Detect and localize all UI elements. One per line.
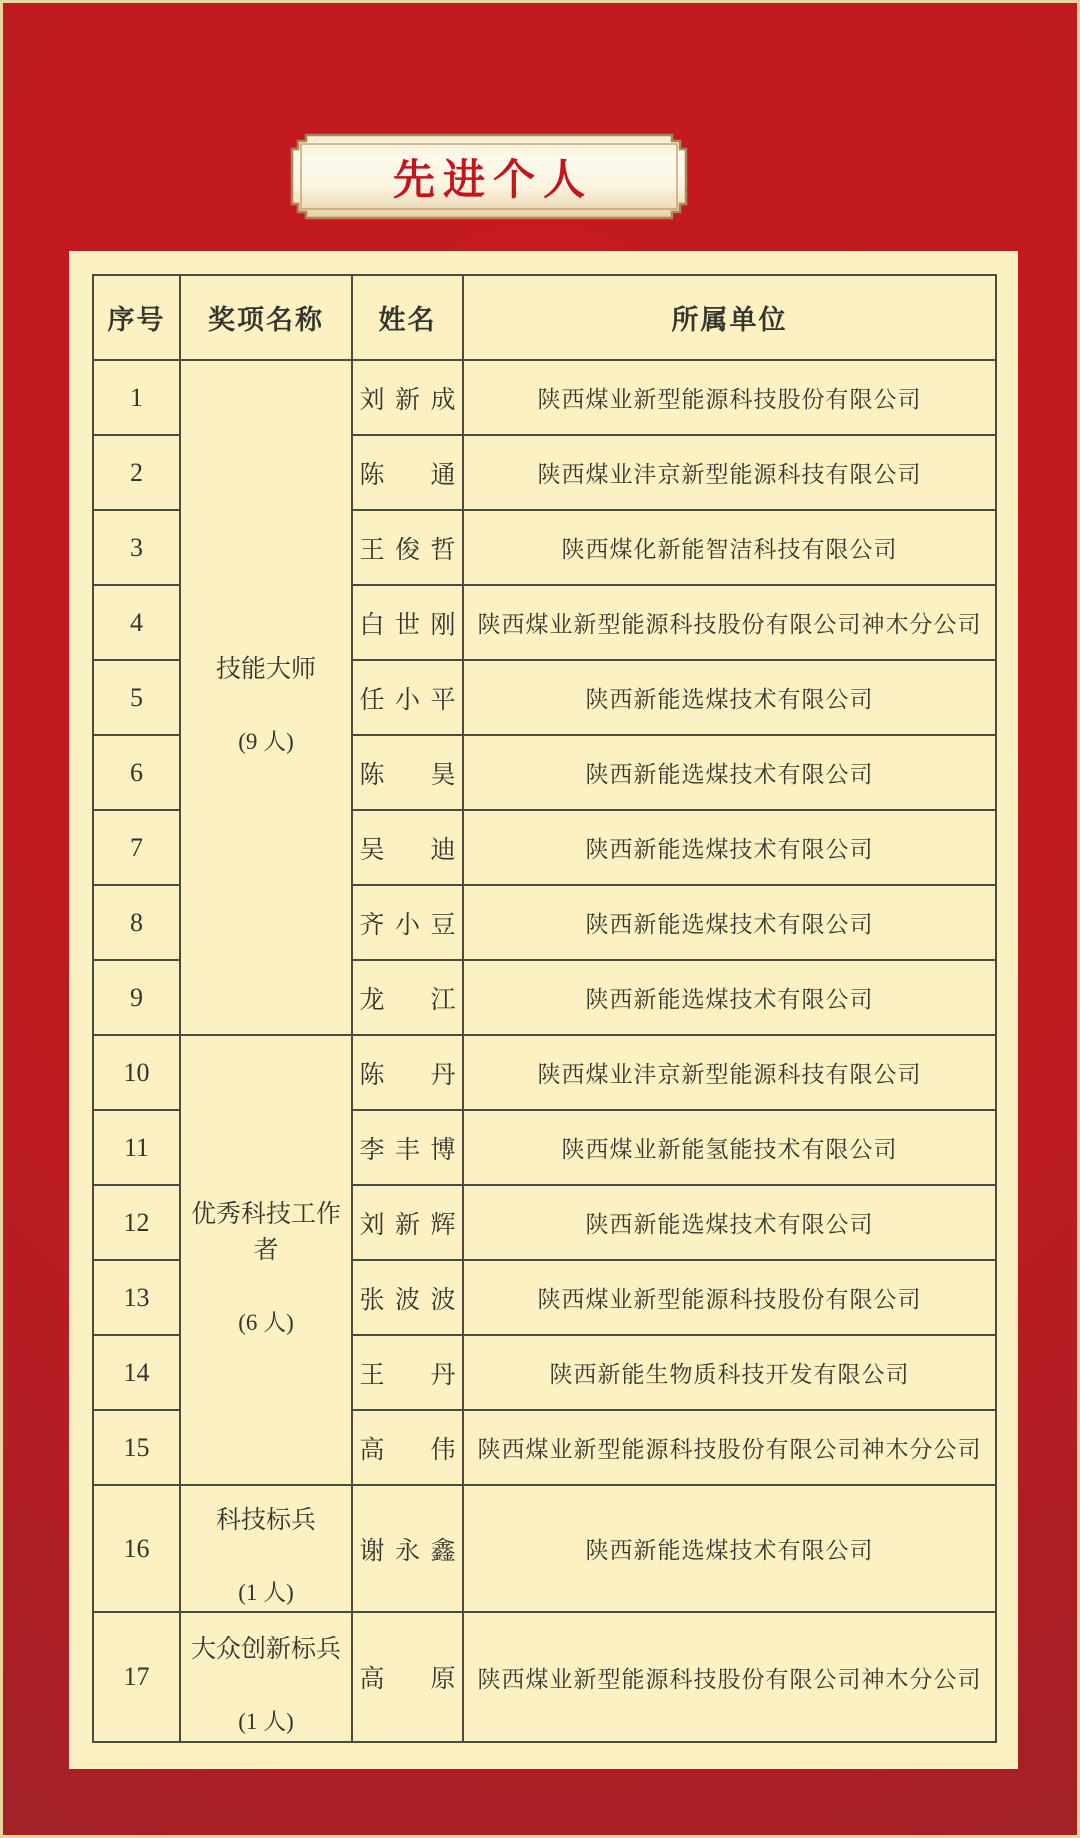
person-name: 李丰博: [359, 1136, 456, 1164]
cell-serial: 8: [93, 885, 180, 960]
person-name: 张波波: [359, 1286, 456, 1314]
cell-name: [352, 1260, 463, 1335]
column-header-name: 姓名: [352, 275, 463, 360]
cell-serial: 7: [93, 810, 180, 885]
person-name: 龙 江: [359, 986, 456, 1014]
cell-company: 陕西新能选煤技术有限公司: [463, 885, 996, 960]
award-count: (1 人): [238, 1708, 294, 1734]
cell-award-group: [180, 1612, 352, 1742]
person-name: 高 原: [359, 1666, 456, 1693]
cell-company: 陕西新能生物质科技开发有限公司: [463, 1335, 996, 1410]
cell-name: [352, 660, 463, 735]
person-name: 王俊哲: [359, 536, 456, 564]
table-row: [93, 360, 996, 435]
person-name: 白世刚: [359, 611, 456, 639]
cell-company: 陕西煤业新能氢能技术有限公司: [463, 1110, 996, 1185]
cell-name: [352, 1410, 463, 1485]
table-row: [93, 1612, 996, 1742]
column-header-award: 奖项名称: [180, 275, 352, 360]
cell-serial: 4: [93, 585, 180, 660]
cell-award-group: [180, 360, 352, 1035]
cell-serial: 16: [93, 1485, 180, 1612]
cell-company: 陕西新能选煤技术有限公司: [463, 660, 996, 735]
person-name: 谢永鑫: [359, 1537, 456, 1565]
table-row: [93, 1485, 996, 1612]
cell-company: 陕西新能选煤技术有限公司: [463, 810, 996, 885]
cell-company: 陕西煤业新型能源科技股份有限公司: [463, 1260, 996, 1335]
cell-serial: 15: [93, 1410, 180, 1485]
person-name: 陈 丹: [359, 1061, 456, 1089]
cell-company: 陕西煤业新型能源科技股份有限公司神木分公司: [463, 1612, 996, 1742]
person-name: 齐小豆: [359, 911, 456, 939]
cell-company: 陕西新能选煤技术有限公司: [463, 1485, 996, 1612]
cell-name: [352, 1335, 463, 1410]
cell-company: 陕西煤业新型能源科技股份有限公司神木分公司: [463, 1410, 996, 1485]
cell-serial: 6: [93, 735, 180, 810]
person-name: 刘新辉: [359, 1211, 456, 1239]
award-count: (9 人): [238, 729, 294, 754]
award-count: (6 人): [238, 1309, 294, 1335]
award-name: 优秀科技工作者: [190, 1200, 341, 1264]
cell-serial: 2: [93, 435, 180, 510]
cell-serial: 10: [93, 1035, 180, 1110]
cell-award-group: [180, 1035, 352, 1485]
cell-serial: 12: [93, 1185, 180, 1260]
column-header-serial: 序号: [93, 275, 180, 360]
cell-name: [352, 885, 463, 960]
table-row: [93, 1035, 996, 1110]
cell-name: [352, 510, 463, 585]
header-row: [93, 275, 996, 360]
cell-serial: 13: [93, 1260, 180, 1335]
cell-serial: 3: [93, 510, 180, 585]
cell-name: [352, 1110, 463, 1185]
person-name: 高 伟: [359, 1436, 456, 1464]
cell-company: 陕西新能选煤技术有限公司: [463, 960, 996, 1035]
cell-award-group: [180, 1485, 352, 1612]
cell-name: [352, 585, 463, 660]
cell-name: [352, 960, 463, 1035]
title-banner: [290, 133, 688, 220]
cell-name: [352, 810, 463, 885]
person-name: 陈 昊: [359, 761, 456, 789]
award-count: (1 人): [238, 1580, 294, 1605]
person-name: 任小平: [359, 686, 456, 714]
award-name: 技能大师: [215, 656, 316, 683]
cell-company: 陕西新能选煤技术有限公司: [463, 1185, 996, 1260]
cell-company: 陕西煤业新型能源科技股份有限公司: [463, 360, 996, 435]
content-panel: [69, 251, 1018, 1769]
cell-serial: 1: [93, 360, 180, 435]
cell-company: 陕西煤业沣京新型能源科技有限公司: [463, 435, 996, 510]
cell-name: [352, 435, 463, 510]
cell-serial: 9: [93, 960, 180, 1035]
cell-company: 陕西煤化新能智洁科技有限公司: [463, 510, 996, 585]
column-header-company: 所属单位: [463, 275, 996, 360]
cell-name: [352, 1035, 463, 1110]
cell-serial: 14: [93, 1335, 180, 1410]
person-name: 吴 迪: [359, 836, 456, 864]
cell-name: [352, 1185, 463, 1260]
cell-serial: 5: [93, 660, 180, 735]
person-name: 王 丹: [359, 1361, 456, 1389]
cell-name: [352, 360, 463, 435]
cell-company: 陕西煤业新型能源科技股份有限公司神木分公司: [463, 585, 996, 660]
cell-serial: 11: [93, 1110, 180, 1185]
person-name: 刘新成: [359, 386, 456, 414]
awards-table: [92, 274, 997, 1743]
page-title: 先进个人: [392, 155, 593, 203]
cell-name: [352, 735, 463, 810]
cell-name: [352, 1485, 463, 1612]
person-name: 陈 通: [359, 461, 456, 489]
cell-company: 陕西新能选煤技术有限公司: [463, 735, 996, 810]
award-name: 科技标兵: [215, 1507, 316, 1534]
cell-company: 陕西煤业沣京新型能源科技有限公司: [463, 1035, 996, 1110]
cell-name: [352, 1612, 463, 1742]
cell-serial: 17: [93, 1612, 180, 1742]
award-name: 大众创新标兵: [190, 1635, 341, 1663]
